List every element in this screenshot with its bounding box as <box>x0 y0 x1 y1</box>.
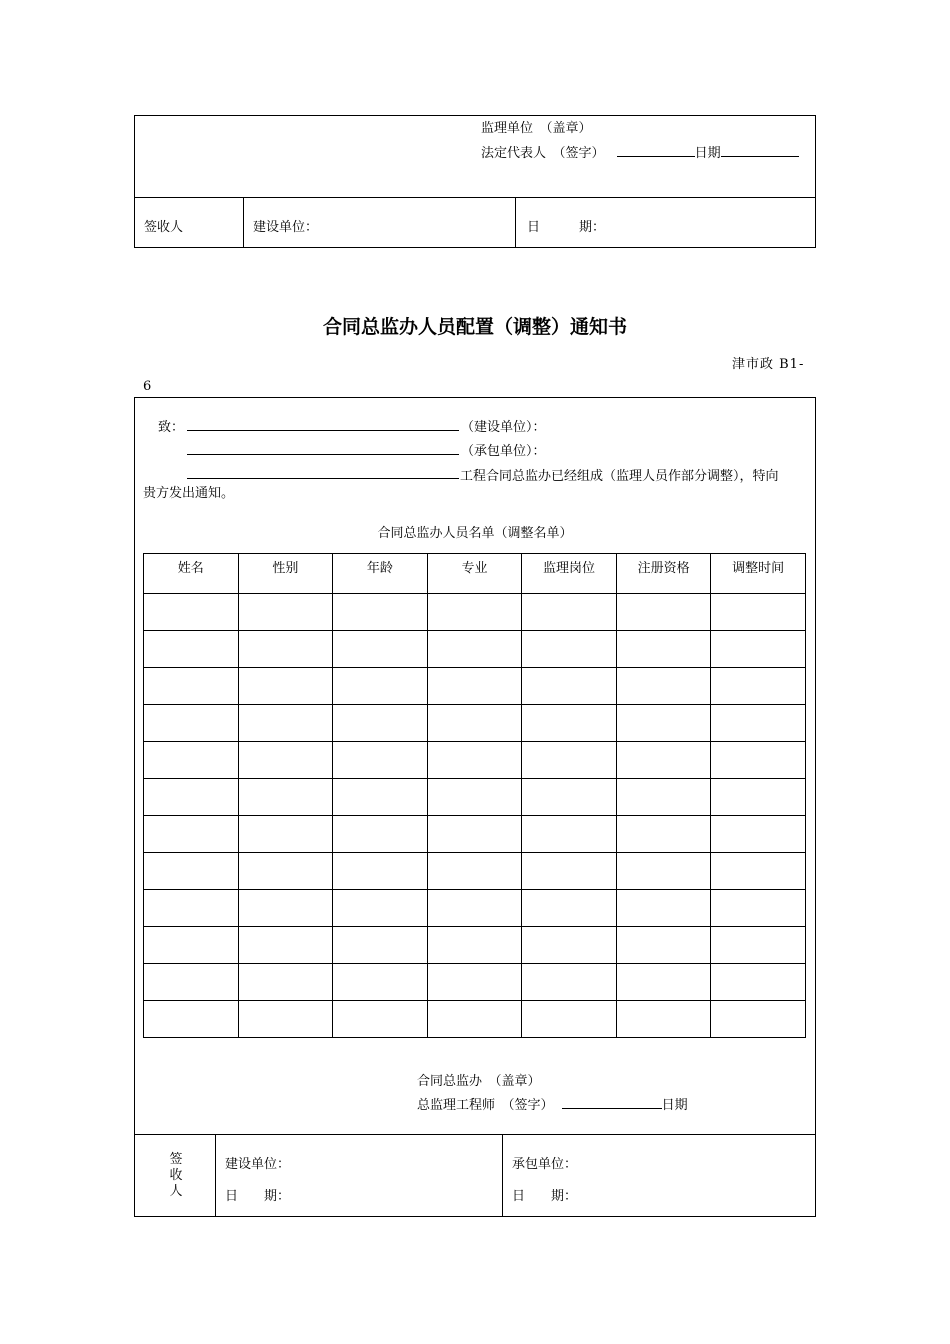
signee-char-2: 收 <box>169 1168 183 1183</box>
roster-title: 合同总监办人员名单（调整名单） <box>377 526 573 541</box>
roster-cell[interactable] <box>238 964 333 1001</box>
roster-cell[interactable] <box>616 927 711 964</box>
roster-cell[interactable] <box>333 631 428 668</box>
contractor-name-field[interactable] <box>187 440 459 455</box>
roster-cell[interactable] <box>144 816 239 853</box>
legal-rep-line <box>481 142 799 161</box>
table-row <box>144 594 806 631</box>
roster-cell[interactable] <box>616 964 711 1001</box>
roster-header-cell: 年龄 <box>333 554 428 594</box>
notice-text-line-2: 贵方发出通知。 <box>143 486 235 501</box>
roster-cell[interactable] <box>711 705 806 742</box>
roster-cell[interactable] <box>333 742 428 779</box>
legal-rep-signature-field[interactable] <box>617 144 695 157</box>
roster-cell[interactable] <box>333 1001 428 1038</box>
roster-cell[interactable] <box>144 705 239 742</box>
table-row <box>144 779 806 816</box>
roster-cell[interactable] <box>427 779 522 816</box>
roster-cell[interactable] <box>711 742 806 779</box>
roster-cell[interactable] <box>522 742 617 779</box>
roster-cell[interactable] <box>427 594 522 631</box>
roster-cell[interactable] <box>144 853 239 890</box>
roster-cell[interactable] <box>333 594 428 631</box>
table-row <box>144 964 806 1001</box>
top-builder-label: 建设单位： <box>253 220 319 235</box>
roster-header-row <box>144 554 806 594</box>
roster-cell[interactable] <box>711 594 806 631</box>
builder-suffix: （建设单位）： <box>461 420 546 435</box>
roster-table <box>143 553 806 1038</box>
table-row <box>144 742 806 779</box>
roster-cell[interactable] <box>333 927 428 964</box>
table-row <box>144 853 806 890</box>
roster-cell[interactable] <box>238 927 333 964</box>
bottom-contractor-date: 日 期： <box>512 1189 578 1204</box>
roster-cell[interactable] <box>616 890 711 927</box>
roster-cell[interactable] <box>144 1001 239 1038</box>
roster-cell[interactable] <box>616 779 711 816</box>
form-code-line-1: 津市政 B1- <box>732 357 805 372</box>
table-row <box>144 927 806 964</box>
roster-cell[interactable] <box>427 890 522 927</box>
roster-cell[interactable] <box>333 890 428 927</box>
bottom-contractor-label: 承包单位： <box>512 1157 578 1172</box>
roster-cell[interactable] <box>616 853 711 890</box>
chief-engineer-line <box>417 1094 688 1113</box>
top-date-label: 日 期： <box>527 220 606 235</box>
signee-vertical-label <box>168 1152 184 1200</box>
roster-cell[interactable] <box>711 927 806 964</box>
roster-header-cell: 监理岗位 <box>522 554 617 594</box>
roster-cell[interactable] <box>427 1001 522 1038</box>
roster-cell[interactable] <box>144 890 239 927</box>
roster-cell[interactable] <box>238 779 333 816</box>
roster-cell[interactable] <box>522 594 617 631</box>
roster-cell[interactable] <box>238 742 333 779</box>
roster-header-cell: 注册资格 <box>616 554 711 594</box>
roster-cell[interactable] <box>427 927 522 964</box>
top-form-col-2 <box>515 197 516 248</box>
roster-header-cell: 专业 <box>427 554 522 594</box>
roster-cell[interactable] <box>616 631 711 668</box>
roster-cell[interactable] <box>711 853 806 890</box>
roster-cell[interactable] <box>711 816 806 853</box>
roster-cell[interactable] <box>333 816 428 853</box>
table-row <box>144 1001 806 1038</box>
roster-header-cell: 姓名 <box>144 554 239 594</box>
signee-char-1: 签 <box>169 1152 183 1167</box>
roster-cell[interactable] <box>238 631 333 668</box>
top-signee-label: 签收人 <box>144 220 184 235</box>
table-row <box>144 705 806 742</box>
legal-rep-label: 法定代表人 （签字） <box>481 146 605 161</box>
to-label: 致： <box>158 420 185 435</box>
roster-cell[interactable] <box>238 594 333 631</box>
roster-cell[interactable] <box>522 668 617 705</box>
chief-engineer-date-label: 日期 <box>661 1098 688 1113</box>
bottom-divider <box>134 1134 816 1135</box>
roster-cell[interactable] <box>711 779 806 816</box>
roster-cell[interactable] <box>522 890 617 927</box>
roster-cell[interactable] <box>427 964 522 1001</box>
roster-cell[interactable] <box>144 742 239 779</box>
roster-cell[interactable] <box>144 631 239 668</box>
table-row <box>144 631 806 668</box>
roster-cell[interactable] <box>238 705 333 742</box>
roster-cell[interactable] <box>238 853 333 890</box>
roster-cell[interactable] <box>144 964 239 1001</box>
legal-rep-date-label: 日期 <box>694 146 721 161</box>
roster-cell[interactable] <box>427 816 522 853</box>
roster-cell[interactable] <box>144 594 239 631</box>
roster-cell[interactable] <box>522 816 617 853</box>
roster-cell[interactable] <box>616 816 711 853</box>
roster-cell[interactable] <box>616 594 711 631</box>
roster-cell[interactable] <box>333 779 428 816</box>
roster-cell[interactable] <box>711 1001 806 1038</box>
supervisor-seal-line: 监理单位 （盖章） <box>481 121 592 136</box>
roster-cell[interactable] <box>711 668 806 705</box>
notice-text-line-1: 工程合同总监办已经组成（监理人员作部分调整），特向 <box>460 469 779 484</box>
form-title: 合同总监办人员配置（调整）通知书 <box>322 316 627 338</box>
bottom-col-1 <box>215 1134 216 1217</box>
roster-cell[interactable] <box>711 890 806 927</box>
form-code-line-2: 6 <box>143 379 152 394</box>
roster-cell[interactable] <box>144 927 239 964</box>
roster-cell[interactable] <box>144 779 239 816</box>
roster-cell[interactable] <box>616 668 711 705</box>
roster-cell[interactable] <box>522 1001 617 1038</box>
roster-cell[interactable] <box>238 816 333 853</box>
bottom-builder-date: 日 期： <box>225 1189 291 1204</box>
roster-cell[interactable] <box>238 890 333 927</box>
roster-cell[interactable] <box>616 742 711 779</box>
table-row <box>144 890 806 927</box>
roster-cell[interactable] <box>427 668 522 705</box>
roster-cell[interactable] <box>711 964 806 1001</box>
roster-cell[interactable] <box>522 853 617 890</box>
roster-cell[interactable] <box>616 1001 711 1038</box>
chief-engineer-label: 总监理工程师 （签字） <box>417 1098 554 1113</box>
table-row <box>144 668 806 705</box>
roster-cell[interactable] <box>522 927 617 964</box>
roster-cell[interactable] <box>616 705 711 742</box>
roster-cell[interactable] <box>333 964 428 1001</box>
roster-cell[interactable] <box>427 631 522 668</box>
bottom-builder-label: 建设单位： <box>225 1157 291 1172</box>
roster-cell[interactable] <box>711 631 806 668</box>
roster-cell[interactable] <box>427 853 522 890</box>
roster-body <box>144 594 806 1038</box>
roster-cell[interactable] <box>333 705 428 742</box>
office-seal-line: 合同总监办 （盖章） <box>417 1074 541 1089</box>
roster-cell[interactable] <box>427 705 522 742</box>
roster-cell[interactable] <box>238 1001 333 1038</box>
signee-char-3: 人 <box>169 1184 183 1199</box>
roster-cell[interactable] <box>333 853 428 890</box>
bottom-col-2 <box>502 1134 503 1217</box>
builder-name-field[interactable] <box>187 416 459 431</box>
roster-cell[interactable] <box>522 964 617 1001</box>
top-form-divider <box>134 197 816 198</box>
roster-cell[interactable] <box>144 668 239 705</box>
roster-header-cell: 调整时间 <box>711 554 806 594</box>
roster-cell[interactable] <box>522 779 617 816</box>
table-row <box>144 816 806 853</box>
roster-cell[interactable] <box>522 705 617 742</box>
project-name-field[interactable] <box>187 464 459 479</box>
roster-cell[interactable] <box>333 668 428 705</box>
roster-cell[interactable] <box>522 631 617 668</box>
top-form-box <box>134 115 816 248</box>
roster-cell[interactable] <box>427 742 522 779</box>
roster-header-cell: 性别 <box>238 554 333 594</box>
top-form-col-1 <box>243 197 244 248</box>
roster-cell[interactable] <box>238 668 333 705</box>
chief-engineer-signature-field[interactable] <box>562 1096 662 1109</box>
legal-rep-date-field[interactable] <box>721 144 799 157</box>
contractor-suffix: （承包单位）： <box>461 444 546 459</box>
